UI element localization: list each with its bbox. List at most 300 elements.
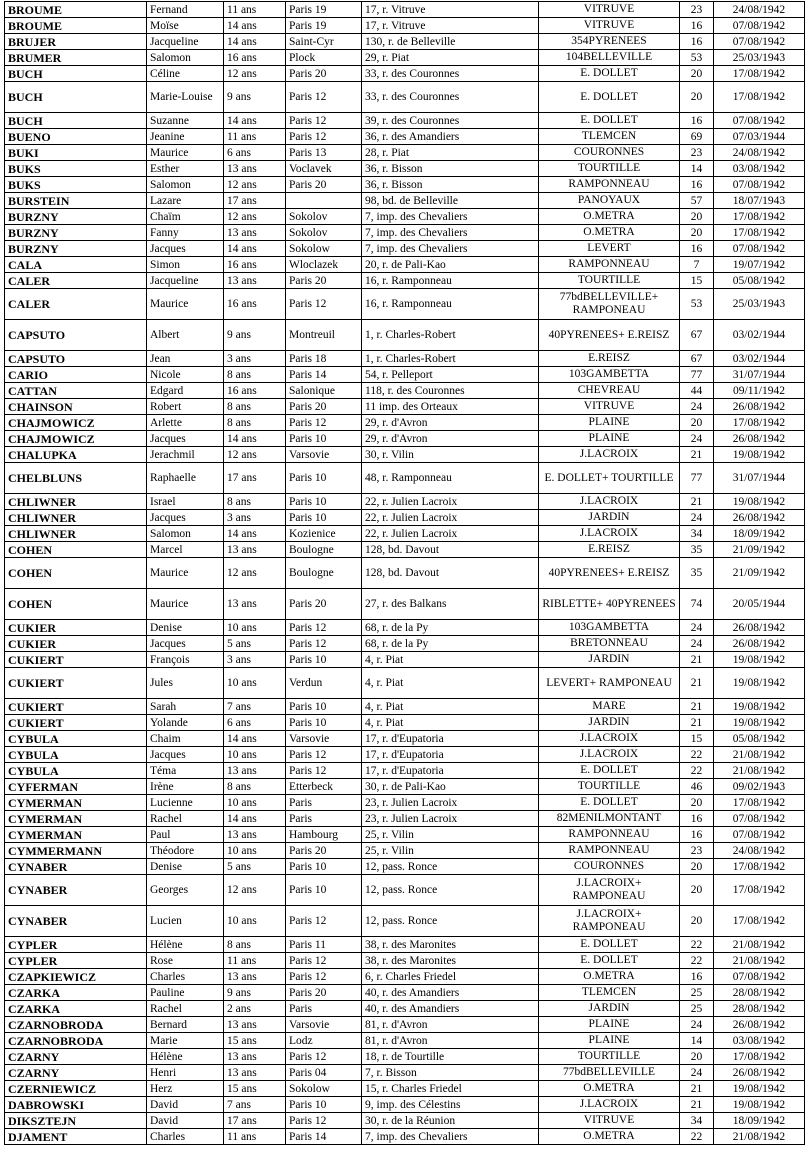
deportation-date-cell: 03/08/1942	[714, 161, 805, 177]
age-cell: 17 ans	[224, 193, 286, 209]
table-row	[5, 18, 805, 34]
birthplace-cell: Paris 19	[286, 18, 362, 34]
deportation-date-cell: 17/08/1942	[714, 795, 805, 811]
first-name-cell: Jacques	[147, 747, 224, 763]
school-cell: E. DOLLET	[539, 953, 680, 969]
birthplace-cell: Voclavek	[286, 161, 362, 177]
address-cell: 25, r. Vilin	[362, 827, 539, 843]
birthplace-cell: Paris 10	[286, 652, 362, 668]
table-row	[5, 145, 805, 161]
table-row	[5, 1049, 805, 1065]
table-row	[5, 399, 805, 415]
table-row	[5, 494, 805, 510]
deportation-date-cell: 21/08/1942	[714, 1129, 805, 1145]
convoy-number-cell: 24	[680, 1065, 714, 1081]
table-row	[5, 1001, 805, 1017]
address-cell: 22, r. Julien Lacroix	[362, 510, 539, 526]
address-cell: 1, r. Charles-Robert	[362, 320, 539, 351]
deportation-date-cell: 17/08/1942	[714, 859, 805, 875]
school-cell: COURONNES	[539, 145, 680, 161]
first-name-cell: Maurice	[147, 558, 224, 589]
table-row	[5, 161, 805, 177]
table-row	[5, 779, 805, 795]
table-row	[5, 225, 805, 241]
address-cell: 22, r. Julien Lacroix	[362, 526, 539, 542]
age-cell: 14 ans	[224, 526, 286, 542]
convoy-number-cell: 35	[680, 542, 714, 558]
first-name-cell: Charles	[147, 969, 224, 985]
convoy-number-cell: 22	[680, 953, 714, 969]
age-cell: 11 ans	[224, 1129, 286, 1145]
convoy-number-cell: 20	[680, 795, 714, 811]
table-row	[5, 1033, 805, 1049]
table-row	[5, 906, 805, 937]
convoy-number-cell: 20	[680, 859, 714, 875]
last-name-cell: CALER	[5, 289, 147, 320]
table-row	[5, 827, 805, 843]
table-row	[5, 558, 805, 589]
birthplace-cell: Paris 12	[286, 129, 362, 145]
address-cell: 130, r. de Belleville	[362, 34, 539, 50]
birthplace-cell: Paris 12	[286, 953, 362, 969]
first-name-cell: Théodore	[147, 843, 224, 859]
address-cell: 4, r. Piat	[362, 652, 539, 668]
age-cell: 5 ans	[224, 859, 286, 875]
school-cell: CHEVREAU	[539, 383, 680, 399]
address-cell: 17, r. d'Eupatoria	[362, 731, 539, 747]
address-cell: 54, r. Pelleport	[362, 367, 539, 383]
last-name-cell: CAPSUTO	[5, 320, 147, 351]
table-row	[5, 1097, 805, 1113]
deportation-date-cell: 26/08/1942	[714, 399, 805, 415]
first-name-cell: Jules	[147, 668, 224, 699]
last-name-cell: DABROWSKI	[5, 1097, 147, 1113]
school-cell: J.LACROIX	[539, 731, 680, 747]
first-name-cell: Maurice	[147, 589, 224, 620]
age-cell: 17 ans	[224, 1113, 286, 1129]
convoy-number-cell: 46	[680, 779, 714, 795]
first-name-cell: Jacqueline	[147, 34, 224, 50]
first-name-cell: Jacques	[147, 636, 224, 652]
deportation-date-cell: 24/08/1942	[714, 145, 805, 161]
school-cell: JARDIN	[539, 1001, 680, 1017]
first-name-cell: Lucienne	[147, 795, 224, 811]
last-name-cell: CHELBLUNS	[5, 463, 147, 494]
first-name-cell: Marcel	[147, 542, 224, 558]
school-cell: E. DOLLET	[539, 113, 680, 129]
table-row	[5, 589, 805, 620]
document-page	[4, 1, 804, 1145]
school-cell: E. DOLLET+ TOURTILLE	[539, 463, 680, 494]
address-cell: 16, r. Ramponneau	[362, 289, 539, 320]
address-cell: 7, r. Bisson	[362, 1065, 539, 1081]
deportation-date-cell: 19/08/1942	[714, 1081, 805, 1097]
table-row	[5, 82, 805, 113]
first-name-cell: Pauline	[147, 985, 224, 1001]
table-row	[5, 320, 805, 351]
first-name-cell: Salomon	[147, 177, 224, 193]
last-name-cell: CYBULA	[5, 747, 147, 763]
age-cell: 3 ans	[224, 652, 286, 668]
last-name-cell: CZARNOBRODA	[5, 1017, 147, 1033]
deportation-date-cell: 28/08/1942	[714, 985, 805, 1001]
school-cell: J.LACROIX+ RAMPONEAU	[539, 875, 680, 906]
age-cell: 13 ans	[224, 1049, 286, 1065]
school-cell: VITRUVE	[539, 1113, 680, 1129]
first-name-cell: David	[147, 1097, 224, 1113]
deportation-date-cell: 07/03/1944	[714, 129, 805, 145]
school-cell: VITRUVE	[539, 18, 680, 34]
birthplace-cell: Paris 20	[286, 66, 362, 82]
birthplace-cell: Paris 10	[286, 431, 362, 447]
deportation-date-cell: 26/08/1942	[714, 620, 805, 636]
first-name-cell: Yolande	[147, 715, 224, 731]
deportation-date-cell: 07/08/1942	[714, 34, 805, 50]
deportation-date-cell: 26/08/1942	[714, 1065, 805, 1081]
last-name-cell: COHEN	[5, 558, 147, 589]
address-cell: 12, pass. Ronce	[362, 875, 539, 906]
address-cell: 12, pass. Ronce	[362, 859, 539, 875]
age-cell: 13 ans	[224, 161, 286, 177]
school-cell: VITRUVE	[539, 2, 680, 18]
convoy-number-cell: 20	[680, 875, 714, 906]
last-name-cell: CHLIWNER	[5, 494, 147, 510]
age-cell: 13 ans	[224, 827, 286, 843]
birthplace-cell: Paris	[286, 811, 362, 827]
school-cell: RAMPONNEAU	[539, 827, 680, 843]
last-name-cell: BUENO	[5, 129, 147, 145]
address-cell: 17, r. d'Eupatoria	[362, 747, 539, 763]
address-cell: 9, imp. des Célestins	[362, 1097, 539, 1113]
birthplace-cell: Varsovie	[286, 447, 362, 463]
address-cell: 7, imp. des Chevaliers	[362, 225, 539, 241]
first-name-cell: Marie-Louise	[147, 82, 224, 113]
table-row	[5, 2, 805, 18]
address-cell: 40, r. des Amandiers	[362, 985, 539, 1001]
table-row	[5, 241, 805, 257]
age-cell: 13 ans	[224, 1017, 286, 1033]
birthplace-cell: Sokolov	[286, 225, 362, 241]
age-cell: 16 ans	[224, 289, 286, 320]
last-name-cell: BURZNY	[5, 225, 147, 241]
address-cell: 22, r. Julien Lacroix	[362, 494, 539, 510]
table-row	[5, 351, 805, 367]
deportation-date-cell: 21/09/1942	[714, 542, 805, 558]
birthplace-cell: Paris 12	[286, 1113, 362, 1129]
school-cell: J.LACROIX	[539, 1097, 680, 1113]
birthplace-cell: Paris 10	[286, 699, 362, 715]
address-cell: 6, r. Charles Friedel	[362, 969, 539, 985]
convoy-number-cell: 20	[680, 906, 714, 937]
table-row	[5, 1129, 805, 1145]
school-cell: J.LACROIX	[539, 526, 680, 542]
first-name-cell: Hélène	[147, 1049, 224, 1065]
age-cell: 14 ans	[224, 731, 286, 747]
first-name-cell: Fernand	[147, 2, 224, 18]
table-row	[5, 652, 805, 668]
table-row	[5, 811, 805, 827]
birthplace-cell: Boulogne	[286, 558, 362, 589]
convoy-number-cell: 53	[680, 289, 714, 320]
address-cell: 118, r. des Couronnes	[362, 383, 539, 399]
table-row	[5, 953, 805, 969]
birthplace-cell: Paris 10	[286, 859, 362, 875]
school-cell: RAMPONNEAU	[539, 177, 680, 193]
deportation-date-cell: 07/08/1942	[714, 18, 805, 34]
table-row	[5, 209, 805, 225]
address-cell: 1, r. Charles-Robert	[362, 351, 539, 367]
deportation-date-cell: 26/08/1942	[714, 1017, 805, 1033]
convoy-number-cell: 77	[680, 367, 714, 383]
last-name-cell: CHAJMOWICZ	[5, 415, 147, 431]
birthplace-cell: Paris 10	[286, 1097, 362, 1113]
school-cell: O.METRA	[539, 1081, 680, 1097]
first-name-cell: Jerachmil	[147, 447, 224, 463]
convoy-number-cell: 21	[680, 652, 714, 668]
convoy-number-cell: 16	[680, 969, 714, 985]
age-cell: 7 ans	[224, 699, 286, 715]
deportation-date-cell: 19/08/1942	[714, 447, 805, 463]
deportation-date-cell: 07/08/1942	[714, 969, 805, 985]
birthplace-cell: Paris 12	[286, 763, 362, 779]
convoy-number-cell: 24	[680, 1017, 714, 1033]
deportation-date-cell: 17/08/1942	[714, 415, 805, 431]
age-cell: 8 ans	[224, 494, 286, 510]
age-cell: 6 ans	[224, 715, 286, 731]
last-name-cell: COHEN	[5, 589, 147, 620]
birthplace-cell: Paris 18	[286, 351, 362, 367]
age-cell: 13 ans	[224, 273, 286, 289]
age-cell: 11 ans	[224, 953, 286, 969]
age-cell: 10 ans	[224, 843, 286, 859]
school-cell: LEVERT	[539, 241, 680, 257]
address-cell: 68, r. de la Py	[362, 620, 539, 636]
school-cell: PLAINE	[539, 1017, 680, 1033]
age-cell: 2 ans	[224, 1001, 286, 1017]
address-cell: 4, r. Piat	[362, 668, 539, 699]
last-name-cell: CUKIERT	[5, 668, 147, 699]
school-cell: TOURTILLE	[539, 273, 680, 289]
birthplace-cell: Paris 12	[286, 620, 362, 636]
birthplace-cell: Boulogne	[286, 542, 362, 558]
convoy-number-cell: 74	[680, 589, 714, 620]
school-cell: J.LACROIX	[539, 447, 680, 463]
deportation-date-cell: 07/08/1942	[714, 811, 805, 827]
first-name-cell: Denise	[147, 859, 224, 875]
address-cell: 29, r. Piat	[362, 50, 539, 66]
first-name-cell: Bernard	[147, 1017, 224, 1033]
birthplace-cell: Paris 20	[286, 589, 362, 620]
birthplace-cell: Sokolow	[286, 241, 362, 257]
last-name-cell: BUKS	[5, 161, 147, 177]
table-row	[5, 875, 805, 906]
convoy-number-cell: 22	[680, 763, 714, 779]
table-row	[5, 542, 805, 558]
convoy-number-cell: 24	[680, 399, 714, 415]
last-name-cell: CZARNY	[5, 1049, 147, 1065]
address-cell: 128, bd. Davout	[362, 558, 539, 589]
deportation-date-cell: 09/11/1942	[714, 383, 805, 399]
last-name-cell: BURSTEIN	[5, 193, 147, 209]
table-row	[5, 510, 805, 526]
age-cell: 10 ans	[224, 795, 286, 811]
first-name-cell: Simon	[147, 257, 224, 273]
age-cell: 8 ans	[224, 367, 286, 383]
table-row	[5, 257, 805, 273]
school-cell: J.LACROIX+ RAMPONEAU	[539, 906, 680, 937]
table-row	[5, 859, 805, 875]
address-cell: 17, r. d'Eupatoria	[362, 763, 539, 779]
convoy-number-cell: 23	[680, 843, 714, 859]
last-name-cell: CUKIERT	[5, 652, 147, 668]
school-cell: TLEMCEN	[539, 129, 680, 145]
first-name-cell: Raphaelle	[147, 463, 224, 494]
last-name-cell: CHAJMOWICZ	[5, 431, 147, 447]
last-name-cell: CYMMERMANN	[5, 843, 147, 859]
birthplace-cell: Paris 12	[286, 289, 362, 320]
table-row	[5, 447, 805, 463]
first-name-cell: Arlette	[147, 415, 224, 431]
convoy-number-cell: 16	[680, 177, 714, 193]
first-name-cell: David	[147, 1113, 224, 1129]
first-name-cell: Charles	[147, 1129, 224, 1145]
school-cell: RAMPONNEAU	[539, 843, 680, 859]
birthplace-cell: Paris 12	[286, 82, 362, 113]
last-name-cell: BRUMER	[5, 50, 147, 66]
table-row	[5, 985, 805, 1001]
deportation-date-cell: 19/08/1942	[714, 668, 805, 699]
age-cell: 17 ans	[224, 463, 286, 494]
first-name-cell: Rachel	[147, 811, 224, 827]
birthplace-cell: Paris	[286, 1001, 362, 1017]
school-cell: TOURTILLE	[539, 161, 680, 177]
convoy-number-cell: 22	[680, 747, 714, 763]
table-row	[5, 620, 805, 636]
last-name-cell: DJAMENT	[5, 1129, 147, 1145]
age-cell: 3 ans	[224, 351, 286, 367]
age-cell: 11 ans	[224, 2, 286, 18]
convoy-number-cell: 24	[680, 636, 714, 652]
age-cell: 5 ans	[224, 636, 286, 652]
birthplace-cell: Paris	[286, 795, 362, 811]
first-name-cell: Moïse	[147, 18, 224, 34]
age-cell: 13 ans	[224, 763, 286, 779]
convoy-number-cell: 16	[680, 811, 714, 827]
first-name-cell: Georges	[147, 875, 224, 906]
deportation-date-cell: 21/08/1942	[714, 937, 805, 953]
deportation-date-cell: 17/08/1942	[714, 906, 805, 937]
age-cell: 13 ans	[224, 225, 286, 241]
school-cell: PLAINE	[539, 431, 680, 447]
birthplace-cell: Hambourg	[286, 827, 362, 843]
age-cell: 12 ans	[224, 447, 286, 463]
first-name-cell: Jacques	[147, 510, 224, 526]
convoy-number-cell: 20	[680, 66, 714, 82]
last-name-cell: CYBULA	[5, 763, 147, 779]
last-name-cell: CZARNOBRODA	[5, 1033, 147, 1049]
first-name-cell: Irène	[147, 779, 224, 795]
address-cell: 30, r. Vilin	[362, 447, 539, 463]
convoy-number-cell: 69	[680, 129, 714, 145]
age-cell: 9 ans	[224, 985, 286, 1001]
convoy-number-cell: 16	[680, 827, 714, 843]
deportation-date-cell: 26/08/1942	[714, 510, 805, 526]
age-cell: 12 ans	[224, 209, 286, 225]
deportation-date-cell: 17/08/1942	[714, 66, 805, 82]
first-name-cell: Esther	[147, 161, 224, 177]
first-name-cell: Jean	[147, 351, 224, 367]
last-name-cell: COHEN	[5, 542, 147, 558]
address-cell: 7, imp. des Chevaliers	[362, 241, 539, 257]
birthplace-cell: Etterbeck	[286, 779, 362, 795]
convoy-number-cell: 25	[680, 1001, 714, 1017]
convoy-number-cell: 77	[680, 463, 714, 494]
deportation-date-cell: 21/09/1942	[714, 558, 805, 589]
first-name-cell: Lucien	[147, 906, 224, 937]
age-cell: 16 ans	[224, 257, 286, 273]
address-cell: 27, r. des Balkans	[362, 589, 539, 620]
birthplace-cell: Varsovie	[286, 731, 362, 747]
table-row	[5, 1081, 805, 1097]
first-name-cell: Fanny	[147, 225, 224, 241]
convoy-number-cell: 14	[680, 161, 714, 177]
deportation-date-cell: 17/08/1942	[714, 875, 805, 906]
first-name-cell: Maurice	[147, 145, 224, 161]
first-name-cell: François	[147, 652, 224, 668]
first-name-cell: Rachel	[147, 1001, 224, 1017]
table-row	[5, 526, 805, 542]
birthplace-cell: Paris 04	[286, 1065, 362, 1081]
age-cell: 15 ans	[224, 1081, 286, 1097]
birthplace-cell: Paris 14	[286, 1129, 362, 1145]
age-cell: 16 ans	[224, 383, 286, 399]
convoy-number-cell: 21	[680, 1097, 714, 1113]
school-cell: E. DOLLET	[539, 82, 680, 113]
address-cell: 7, imp. des Chevaliers	[362, 209, 539, 225]
table-row	[5, 1017, 805, 1033]
convoy-number-cell: 24	[680, 431, 714, 447]
school-cell: JARDIN	[539, 510, 680, 526]
table-row	[5, 383, 805, 399]
convoy-number-cell: 21	[680, 494, 714, 510]
deportation-date-cell: 07/08/1942	[714, 827, 805, 843]
school-cell: TLEMCEN	[539, 985, 680, 1001]
first-name-cell: Chaim	[147, 731, 224, 747]
deportation-date-cell: 03/02/1944	[714, 320, 805, 351]
birthplace-cell: Wloclazek	[286, 257, 362, 273]
age-cell: 8 ans	[224, 399, 286, 415]
birthplace-cell: Paris 10	[286, 715, 362, 731]
deportation-date-cell: 31/07/1944	[714, 367, 805, 383]
address-cell: 29, r. d'Avron	[362, 431, 539, 447]
last-name-cell: CHLIWNER	[5, 510, 147, 526]
last-name-cell: CZARNY	[5, 1065, 147, 1081]
school-cell: JARDIN	[539, 652, 680, 668]
table-row	[5, 763, 805, 779]
convoy-number-cell: 20	[680, 225, 714, 241]
children-register-table	[4, 1, 805, 1145]
table-row	[5, 273, 805, 289]
birthplace-cell: Paris 10	[286, 463, 362, 494]
deportation-date-cell: 24/08/1942	[714, 843, 805, 859]
first-name-cell: Suzanne	[147, 113, 224, 129]
age-cell: 15 ans	[224, 1033, 286, 1049]
last-name-cell: CYNABER	[5, 859, 147, 875]
convoy-number-cell: 35	[680, 558, 714, 589]
birthplace-cell: Paris 20	[286, 985, 362, 1001]
age-cell: 12 ans	[224, 177, 286, 193]
first-name-cell: Salomon	[147, 526, 224, 542]
